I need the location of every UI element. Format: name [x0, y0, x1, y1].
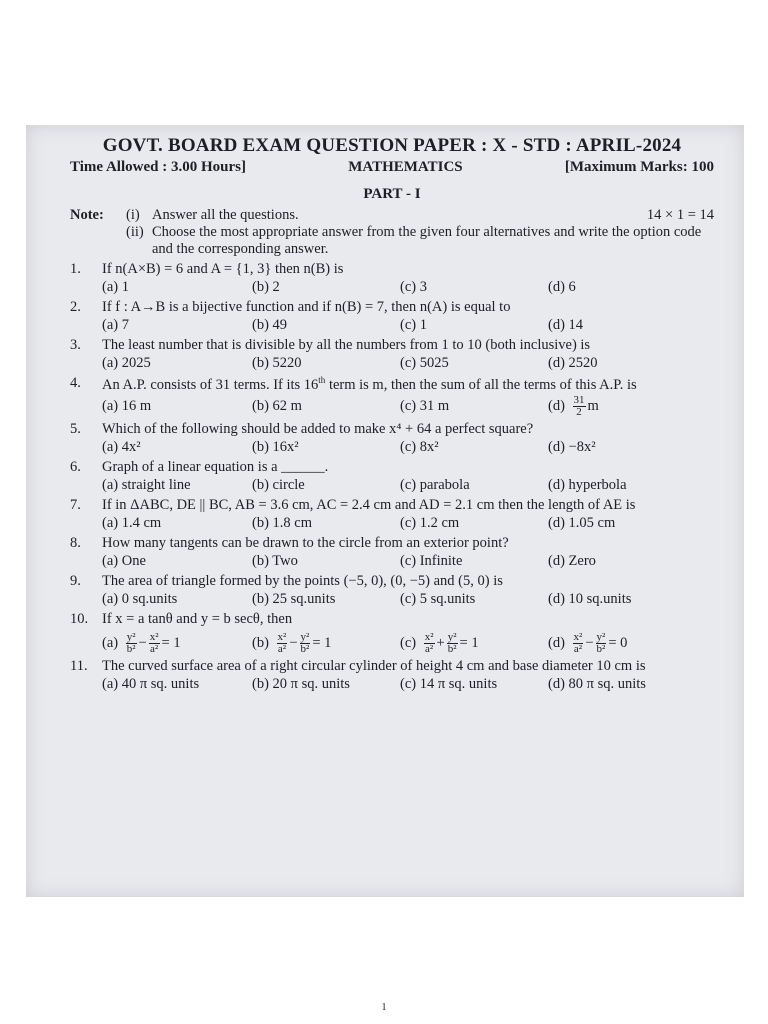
option-d: (d) 14 — [548, 317, 584, 333]
option-c: (c) Infinite — [400, 552, 463, 569]
question-5: 5. Which of the following should be added to make x⁴ + 64 a perfect square? (a) 4x² (b) 16x² (c) 8x² (d) −8x² — [70, 421, 714, 456]
page-number: 1 — [381, 1002, 387, 1013]
option-d: (d) hyperbola — [548, 476, 627, 493]
subject: MATHEMATICS — [348, 159, 463, 175]
option-c: (c) parabola — [400, 476, 470, 493]
option-d: (d) 1.05 cm — [548, 514, 616, 531]
option-d: (d) $\frac{31}{2}$ m — [548, 393, 599, 418]
option-b: (b) 5220 — [252, 355, 302, 371]
question-9: 9. The area of triangle formed by the points (−5, 0), (0, −5) and (5, 0) is (a) 0 sq.units (b) 25 sq.units (c) 5 sq.units (d) 10 sq.units — [70, 573, 714, 608]
option-a: (a) straight line — [102, 476, 191, 493]
question-8: 8. How many tangents can be drawn to the circle from an exterior point? (a) One (b) Two (c) Infinite (d) Zero — [70, 535, 714, 570]
option-c: (c) 1.2 cm — [400, 514, 460, 531]
part-heading: PART - I — [363, 186, 421, 202]
option-d: (d) 2520 — [548, 355, 598, 371]
option-b: (b) $\frac{\text{x²}}{\text{a²}}$ − $\frac{\text{y²}}{\text{b²}}$ = 1 — [252, 630, 332, 655]
option-c: (c) 8x² — [400, 438, 439, 455]
option-a: (a) 1 — [102, 279, 129, 295]
option-b: (b) 16x² — [252, 438, 299, 455]
option-b: (b) 49 — [252, 317, 288, 333]
option-d: (d) −8x² — [548, 438, 596, 455]
option-a: (a) 0 sq.units — [102, 590, 178, 607]
option-a: (a) 16 m — [102, 397, 152, 414]
option-a: (a) 7 — [102, 317, 129, 333]
option-b: (b) 62 m — [252, 397, 302, 414]
option-b: (b) 2 — [252, 279, 280, 295]
option-c: (c) 14 π sq. units — [400, 675, 498, 692]
question-paper — [26, 125, 744, 897]
max-marks: [Maximum Marks: 100 — [564, 159, 714, 175]
option-a: (a) 4x² — [102, 438, 141, 455]
paper-meta — [70, 159, 714, 176]
question-2: 2. If f : A→B is a bijective function and if n(B) = 7, then n(A) is equal to (a) 7 (b) 49 (c) 1 (d) 14 — [70, 299, 714, 334]
option-a: (a) One — [102, 552, 146, 569]
marks-allocation: 14 × 1 = 14 — [646, 207, 714, 223]
option-b: (b) 25 sq.units — [252, 590, 336, 607]
time-allowed: Time Allowed : 3.00 Hours] — [70, 159, 246, 175]
question-4: 4. An A.P. consists of 31 terms. If its 16th term is m, then the sum of all the terms of this A.P. is (a) 16 m (b) 62 m (c) 31 m (d) $\frac{31}{2}$ m — [70, 375, 714, 418]
option-c: (c) 3 — [400, 279, 427, 295]
option-b: (b) 20 π sq. units — [252, 675, 350, 692]
option-d: (d) Zero — [548, 552, 596, 569]
question-7: 7. If in ΔABC, DE || BC, AB = 3.6 cm, AC = 2.4 cm and AD = 2.1 cm then the length of AE is (a) 1.4 cm (b) 1.8 cm (c) 1.2 cm (d) 1.05 cm — [70, 497, 714, 532]
note-item: (ii) Choose the most appropriate answer from the given four alternatives and write the option code and the corresponding answer. — [126, 224, 702, 257]
option-a: (a) $\frac{\text{y²}}{\text{b²}}$ − $\frac{\text{x²}}{\text{a²}}$ = 1 — [102, 630, 181, 655]
note-item: (i) Answer all the questions. 14 × 1 = 14 — [126, 207, 714, 223]
option-b: (b) Two — [252, 552, 298, 569]
question-10: 10. If x = a tanθ and y = b secθ, then (a) $\frac{\text{y²}}{\text{b²}}$ − $\frac{\text{x²}}{\text{a²}}$ = 1 (b) $\frac{\text{x²}}{\text{a²}}$ − $\frac{\text{y²}}{\text{b²}}$ = 1 (c) $\frac{\text{x²}}{\text{a²}}$ + $\frac{\text{y²}}{\text{b²}}$ = 1 (d) $\frac{\text{x²}}{\text{a²}}$ − $\frac{\text{y²}}{\text{b²}}$ = 0 — [70, 611, 714, 655]
note-block — [70, 207, 714, 258]
question-11: 11. The curved surface area of a right circular cylinder of height 4 cm and base diameter 10 cm is (a) 40 π sq. units (b) 20 π sq. units (c) 14 π sq. units (d) 80 π sq. units — [70, 658, 714, 693]
option-c: (c) 31 m — [400, 397, 450, 414]
option-c: (c) 5025 — [400, 355, 449, 371]
option-d: (d) 10 sq.units — [548, 590, 632, 607]
option-a: (a) 40 π sq. units — [102, 675, 200, 692]
paper-title: GOVT. BOARD EXAM QUESTION PAPER : X - STD : APRIL-2024 — [102, 135, 682, 156]
option-a: (a) 1.4 cm — [102, 514, 162, 531]
note-label: Note: — [70, 207, 104, 223]
option-d: (d) 80 π sq. units — [548, 675, 646, 692]
question-3: 3. The least number that is divisible by all the numbers from 1 to 10 (both inclusive) is (a) 2025 (b) 5220 (c) 5025 (d) 2520 — [70, 337, 714, 372]
option-c: (c) 5 sq.units — [400, 590, 476, 607]
question-1: 1. If n(A×B) = 6 and A = {1, 3} then n(B) is (a) 1 (b) 2 (c) 3 (d) 6 — [70, 261, 714, 296]
option-a: (a) 2025 — [102, 355, 151, 371]
option-b: (b) 1.8 cm — [252, 514, 312, 531]
option-c: (c) 1 — [400, 317, 427, 333]
option-b: (b) circle — [252, 476, 305, 493]
option-c: (c) $\frac{\text{x²}}{\text{a²}}$ + $\frac{\text{y²}}{\text{b²}}$ = 1 — [400, 630, 479, 655]
question-6: 6. Graph of a linear equation is a ______. (a) straight line (b) circle (c) parabola (d) hyperbola — [70, 459, 714, 494]
option-d: (d) 6 — [548, 279, 576, 295]
option-d: (d) $\frac{\text{x²}}{\text{a²}}$ − $\frac{\text{y²}}{\text{b²}}$ = 0 — [548, 630, 628, 655]
